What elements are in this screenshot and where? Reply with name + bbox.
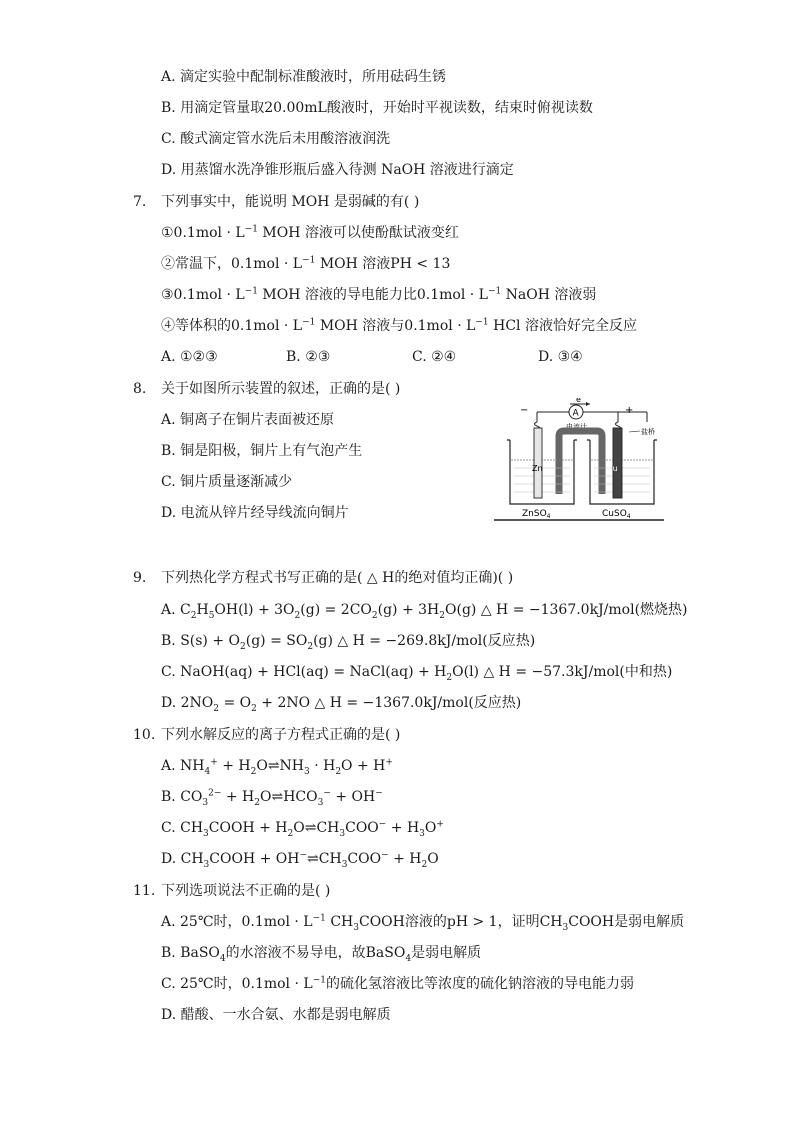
q9-option-b: B. $S(s) + O_2(g) = SO_2(g)$ △ H = −269.8kJ/mol(反应热) [161, 633, 536, 652]
q6-option-b: B. 用滴定管量取20.00mL酸液时，开始时平视读数，结束时俯视读数 [161, 100, 593, 116]
q7-statement-3: ③0.1mol · $L^{-1}$ MOH 溶液的导电能力比$0.1mol \cdot L^{-1}$ NaOH 溶液弱 [161, 286, 597, 303]
q11-option-b: B. BaSO$_4$的水溶液不易导电，故BaSO$_4$是弱电解质 [161, 945, 482, 964]
q6-option-d: D. 用蒸馏水洗净锥形瓶后盛入待测 NaOH 溶液进行滴定 [161, 162, 514, 178]
q10-option-d: D. $CH_3COOH$ + $OH^-\rightleftharpoons CH_3COO^- + H_2O$ [161, 850, 439, 870]
q8-option-a: A. 铜离子在铜片表面被还原 [161, 412, 335, 428]
q7-option-b: B. ②③ [286, 349, 331, 365]
q7-option-c: C. ②④ [412, 349, 457, 365]
q9-stem: 下列热化学方程式书写正确的是( △ H的绝对值均正确)( ) [161, 570, 514, 586]
q11-option-c: C. 25℃时，$0.1mol \cdot L^{-1}$的硫化氢溶液比等浓度的硫化钠溶液的导电能力弱 [161, 975, 634, 992]
zinc-label: Zn [532, 464, 543, 473]
q9-number: 9. [133, 570, 147, 586]
q10-option-a: A. $NH_4^+$ + $H_2O\rightleftharpoons NH_3 \cdot H_2O + H^+$ [161, 757, 393, 777]
electron-label: e [576, 398, 581, 404]
q7-statement-4: ④等体积的$0.1mol \cdot L^{-1}$ MOH 溶液与$0.1mol \cdot L^{-1}$ HCl 溶液恰好完全反应 [161, 317, 637, 334]
q6-option-a: A. 滴定实验中配制标准酸液时，所用砝码生锈 [161, 69, 447, 85]
salt-bridge [559, 431, 602, 494]
zinc-electrode [534, 428, 542, 498]
q9-option-a: A. $C_2H_5OH(l) + 3O_2(g) = 2CO_2(g) + 3H_2O(g)$ △ H = −1367.0kJ/mol(燃烧热) [161, 602, 688, 621]
q9-option-d: D. $2NO_2 = O_2 + 2NO$ △ H = −1367.0kJ/mol(反应热) [161, 695, 522, 714]
q11-option-d: D. 醋酸、一水合氨、水都是弱电解质 [161, 1007, 391, 1023]
q8-stem: 关于如图所示装置的叙述，正确的是( ) [161, 381, 401, 397]
salt-bridge-label: 盐桥 [641, 428, 655, 436]
q6-option-c: C. 酸式滴定管水洗后未用酸溶液润洗 [161, 131, 391, 147]
q11-number: 11. [133, 883, 156, 899]
q7-stem: 下列事实中，能说明 MOH 是弱碱的有( ) [161, 194, 420, 210]
minus-sign: − [520, 405, 529, 416]
q7-statement-2: ②常温下，$0.1mol \cdot L^{-1}$ MOH 溶液PH < 13 [161, 255, 451, 272]
q11-stem: 下列选项说法不正确的是( ) [161, 883, 331, 899]
q8-option-b: B. 铜是阳极，铜片上有气泡产生 [161, 443, 363, 459]
ammeter-symbol: A [572, 408, 579, 419]
ammeter-label: 电流计 [566, 423, 587, 431]
q7-option-d: D. ③④ [538, 349, 583, 365]
svg-text:−: − [582, 398, 587, 402]
q10-number: 10. [133, 727, 156, 743]
q8-option-d: D. 电流从锌片经导线流向铜片 [161, 505, 349, 521]
q7-number: 7. [133, 194, 147, 210]
q11-option-a: A. 25℃时，$0.1mol \cdot L^{-1}$ $CH_3COOH$溶液的pH > 1，证明$CH_3COOH$是弱电解质 [161, 913, 685, 933]
q10-stem: 下列水解反应的离子方程式正确的是( ) [161, 727, 401, 743]
q9-option-c: C. NaOH(aq) + HCl(aq) = NaCl(aq) + $H_2O(l)$ △ H = −57.3kJ/mol(中和热) [161, 664, 673, 683]
q8-number: 8. [133, 381, 147, 397]
plus-sign: + [625, 405, 634, 416]
q8-option-c: C. 铜片质量逐渐减少 [161, 474, 293, 490]
q10-option-c: C. $CH_3COOH$ + $H_2O\rightleftharpoons CH_3COO^- + H_3O^+$ [161, 819, 444, 839]
q10-option-b: B. $CO_3^{2-}$ + $H_2O\rightleftharpoons HCO_3^- + OH^-$ [161, 788, 383, 808]
q7-statement-1: ①0.1mol · $L^{-1}$ MOH 溶液可以使酚酞试液变红 [161, 224, 459, 241]
right-solution-label: CuSO$_4$ [602, 509, 631, 520]
galvanic-cell-figure [492, 398, 666, 524]
copper-electrode [613, 428, 622, 498]
q7-option-a: A. ①②③ [161, 349, 218, 365]
copper-label: Cu [607, 464, 618, 473]
left-solution-label: ZnSO$_4$ [522, 509, 551, 520]
